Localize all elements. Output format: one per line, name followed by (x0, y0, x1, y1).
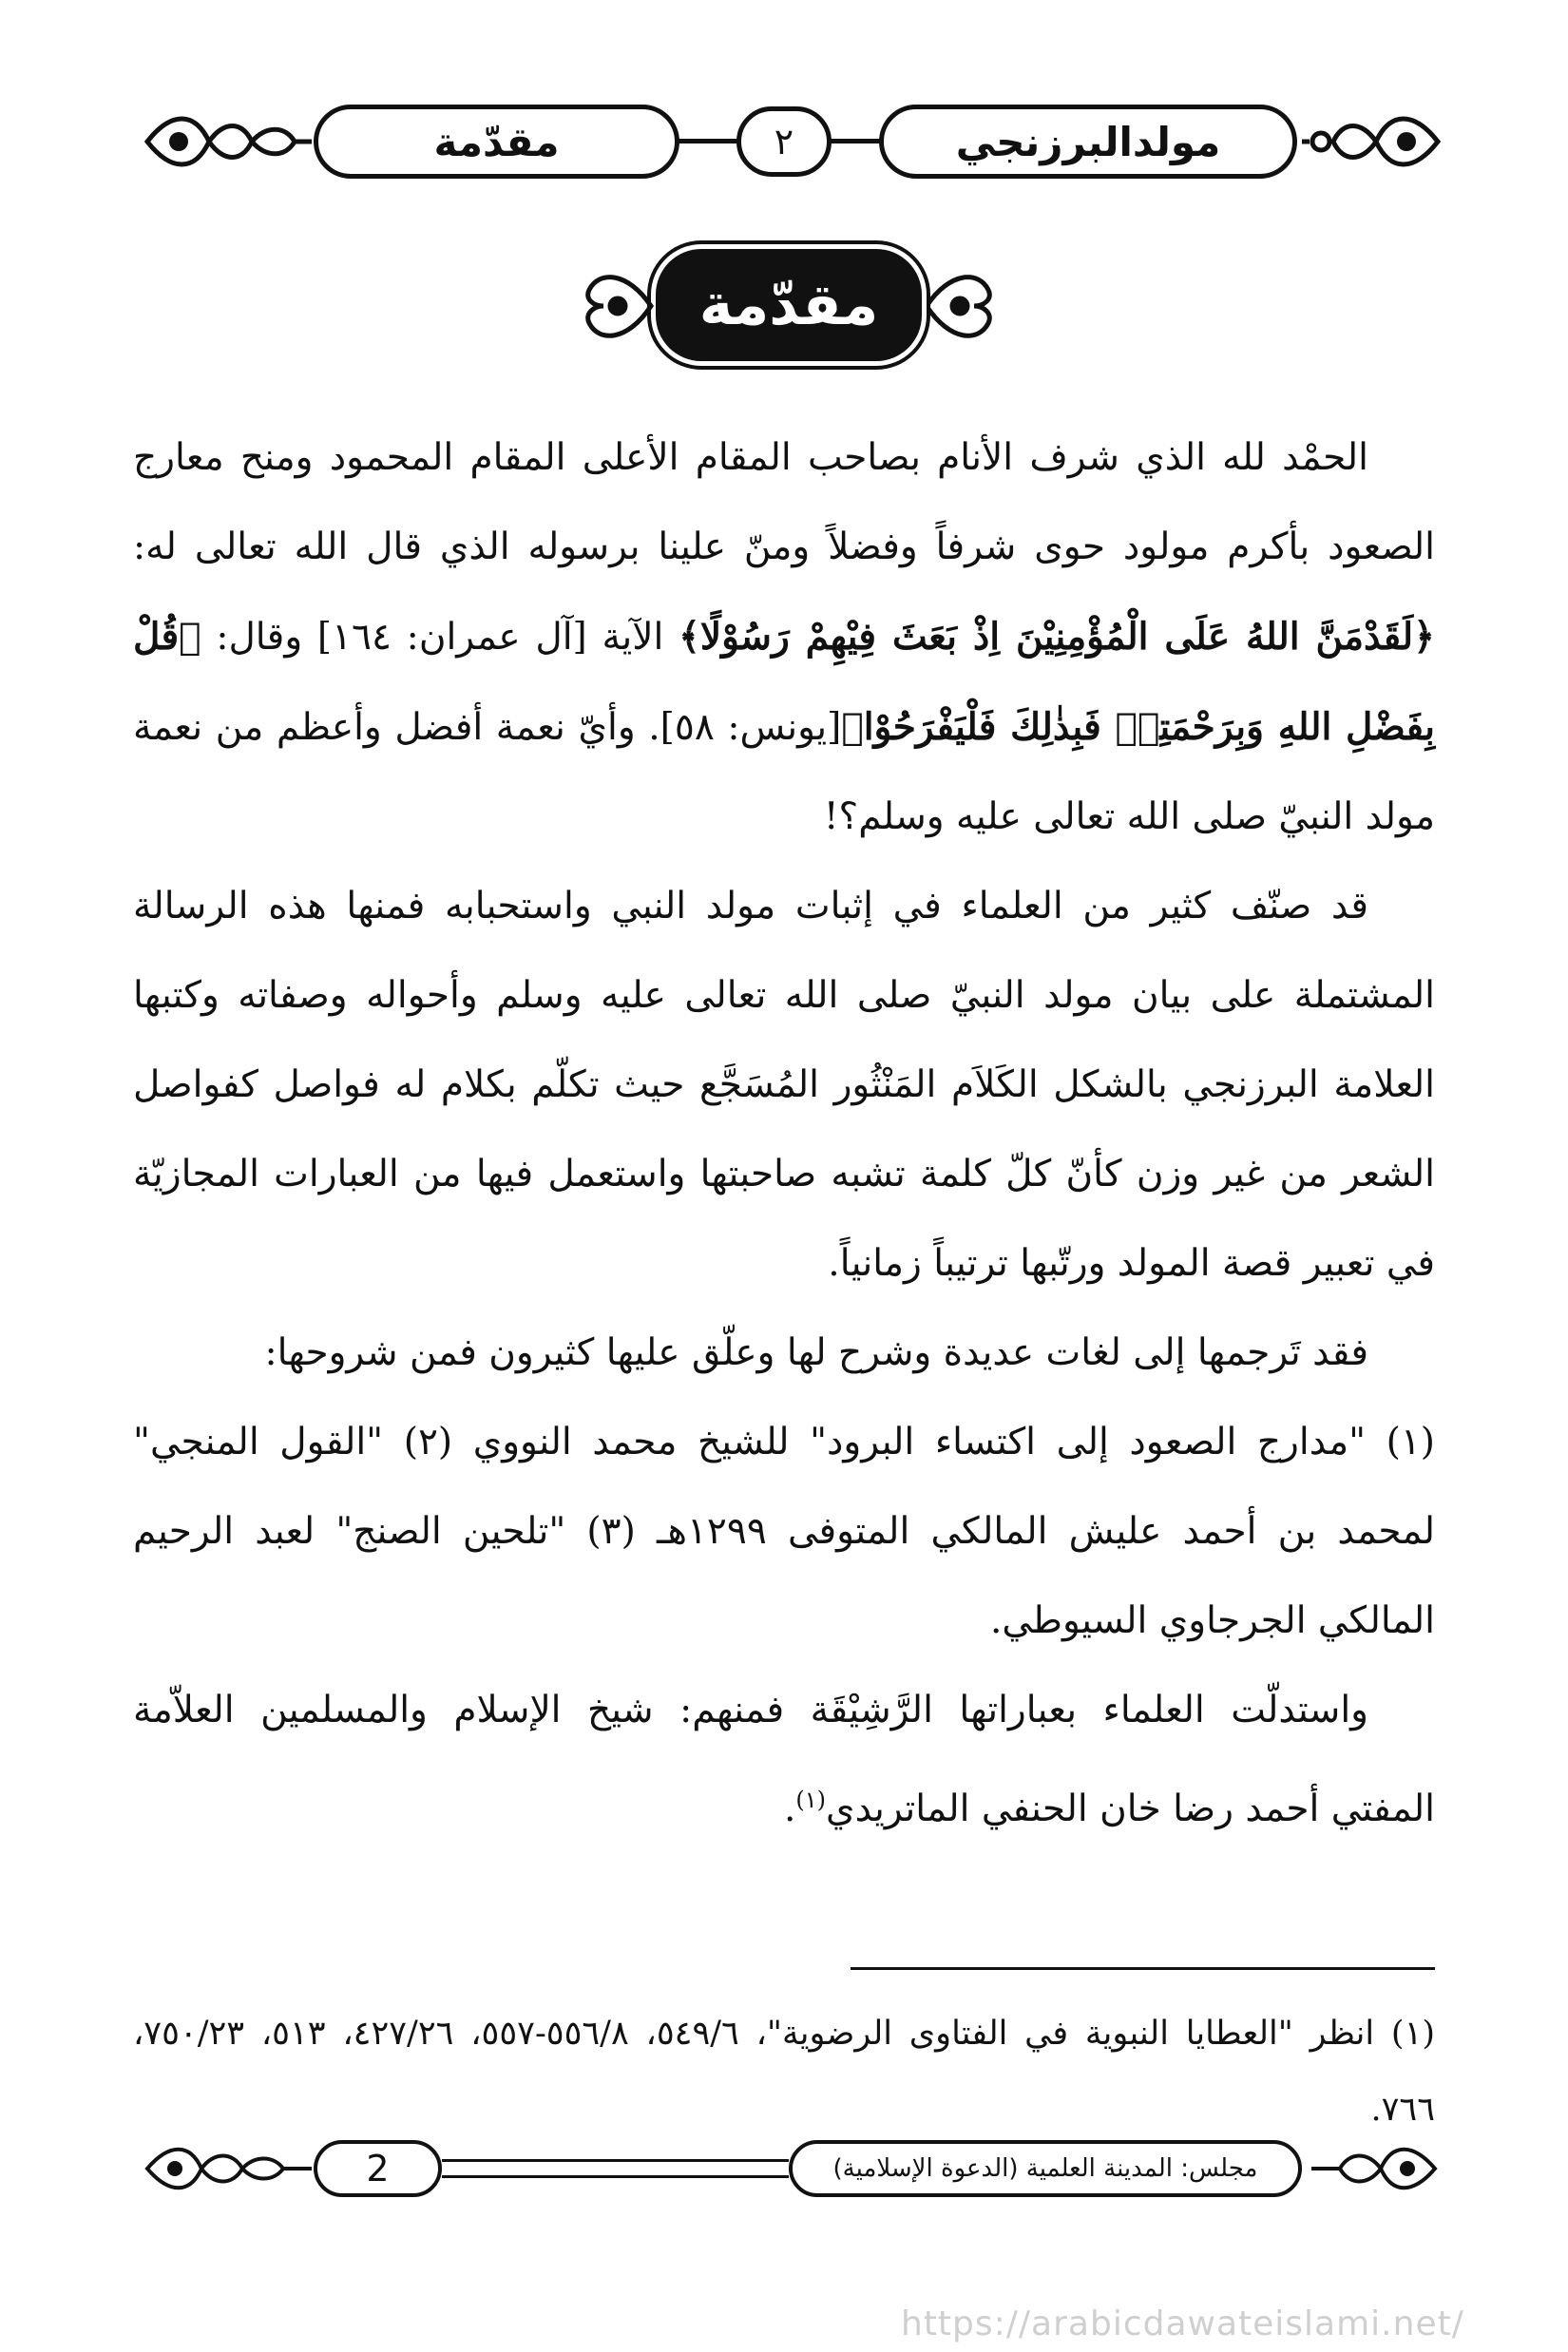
paragraph (133, 862, 1435, 1309)
paragraph (133, 1398, 1435, 1666)
paragraph (133, 413, 1435, 862)
floral-ornament-icon (1300, 106, 1443, 177)
footer-page-number-pill (314, 2140, 442, 2197)
book-title: مولدالبرزنجي (955, 118, 1221, 165)
book-title-pill (879, 105, 1297, 179)
floral-ornament-icon (143, 2138, 314, 2199)
text-run: الآية [آل عمران: ١٦٤] وقال: (201, 616, 679, 659)
floral-ornament-icon (1307, 2138, 1440, 2199)
header-page-number: ٢ (774, 121, 794, 163)
header-page-number-pill (736, 106, 832, 177)
text-run: قد صنّف كثير من العلماء في إثبات مولد النبي واستحبابه فمنها هذه الرسالة المشتملة على بيان مولد النبيّ صلى الله تعالى عليه وسلم وأحواله وصفاته وكتبها العلامة البرزنجي بالشكل الكَلاَم المَنْثُور المُسَجَّع حيث تكلّم بكلام له فواصل كفواصل الشعر من غير وزن كأنّ كلّ كلمة تشبه صاحبتها واستعمل فيها من العبارات المجازيّة في تعبير قصة المولد ورتّبها ترتيباً زمانياً. (133, 885, 1435, 1285)
quran-verse: ﴿لَقَدْمَنَّ اللهُ عَلَى الْمُؤْمِنِيْنَ اِذْ بَعَثَ فِيْهِمْ رَسُوْلًا﴾ (679, 615, 1435, 659)
footnote-marker[interactable]: (١) (795, 1787, 827, 1813)
header-divider (827, 139, 884, 143)
footer-divider (442, 2159, 789, 2178)
text-run: (١) "مدارج الصعود إلى اكتساء البرود" للشيخ محمد النووي (٢) "القول المنجي" لمحمد بن أحمد عليش المالكي المتوفى ١٢٩٩هـ (٣) "تلحين الصنج" لعبد الرحيم المالكي الجرجاوي السيوطي. (133, 1421, 1435, 1642)
quran-verse: ﴿قُلْ بِفَضْلِ اللهِ وَبِرَحْمَتِهٖ فَبِذٰلِكَ فَلْيَفْرَحُوْا﴾ (133, 615, 1435, 749)
footnote-text: (١) انظر "العطايا النبوية في الفتاوى الرضوية"، ٥٤٩/٦، ٥٥٦/٨-٥٥٧، ٤٢٧/٢٦، ٥١٣، ٧٥٠/٢٣، ٧٦٦. (133, 2015, 1436, 2129)
section-title-pill (314, 105, 679, 179)
chapter-title-box (656, 249, 922, 361)
watermark-url: https://arabicdawateislami.net/ (901, 2304, 1464, 2343)
title-ornament-right-icon (922, 261, 998, 352)
footer-page-number: 2 (366, 2148, 390, 2189)
section-title: مقدّمة (433, 118, 560, 165)
title-ornament-left-icon (580, 261, 656, 352)
publisher-pill (789, 2140, 1302, 2197)
text-run: . (784, 1788, 796, 1830)
paragraph (133, 1309, 1435, 1398)
body-text (133, 413, 1435, 1854)
text-run: واستدلّت العلماء بعباراتها الرَّشِيْقَة فمنهم: شيخ الإسلام والمسلمين العلاّمة المفتي أحمد رضا خان الحنفي الماتريدي (133, 1689, 1435, 1830)
header-divider (677, 139, 739, 143)
footnote-separator (851, 1967, 1435, 1970)
paragraph (133, 1666, 1435, 1854)
text-run: [يونس: ٥٨]. وأيّ نعمة أفضل وأعظم من نعمة مولد النبيّ صلى الله تعالى عليه وسلم؟! (133, 706, 1435, 838)
chapter-title: مقدّمة (698, 272, 879, 338)
publisher-name: مجلس: المدينة العلمية (الدعوة الإسلامية) (832, 2154, 1258, 2183)
text-run: فقد تَرجمها إلى لغات عديدة وشرح لها وعلّق عليها كثيرون فمن شروحها: (264, 1331, 1368, 1374)
floral-ornament-icon (143, 106, 314, 177)
text-run: الحمْد لله الذي شرف الأنام بصاحب المقام الأعلى المقام المحمود ومنح معارج الصعود بأكرم مولود حوى شرفاً وفضلاً ومنّ علينا برسوله الذي قال الله تعالى له: (133, 436, 1435, 568)
footnote (133, 1996, 1435, 2148)
